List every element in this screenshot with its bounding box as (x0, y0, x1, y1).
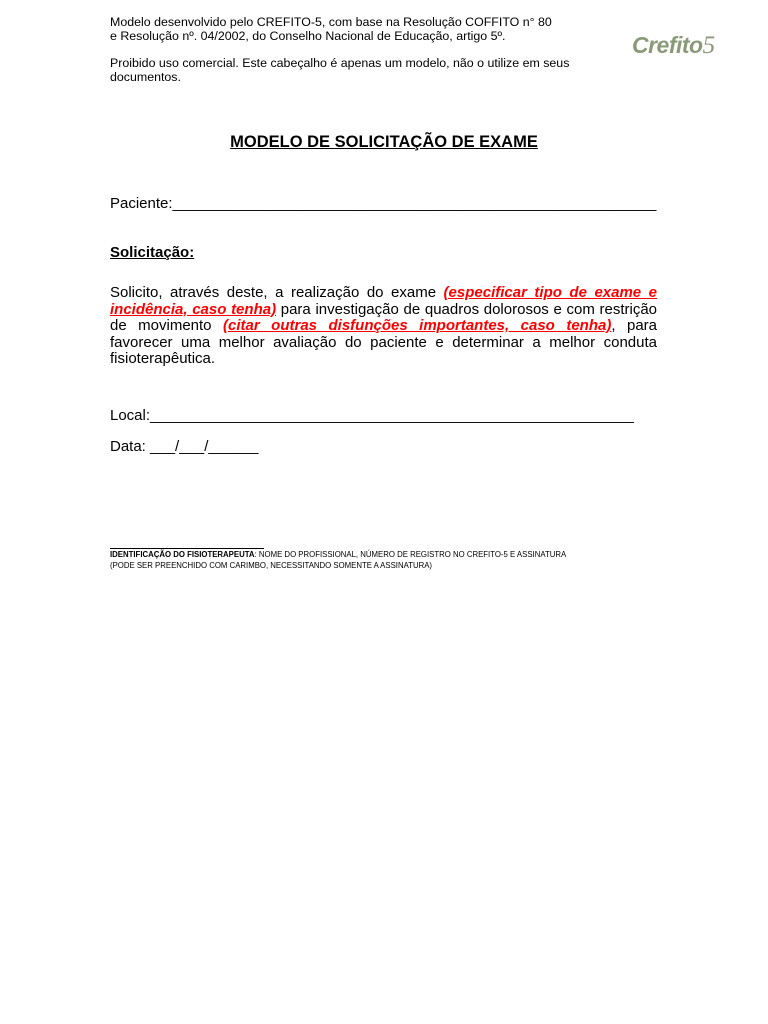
signature-label-bold: IDENTIFICAÇÃO DO FISIOTERAPEUTA (110, 550, 255, 559)
document-title: MODELO DE SOLICITAÇÃO DE EXAME (230, 133, 538, 151)
dysfunctions-placeholder: (citar outras disfunções importantes, caso tenha) (223, 317, 612, 335)
header-line-3: Proibido uso comercial. Este cabeçalho é apenas um modelo, não o utilize em seus (110, 56, 570, 71)
document-header (110, 16, 610, 84)
header-line-4: documentos. (110, 69, 181, 84)
signature-identification (110, 550, 566, 561)
body-text-2: para investigação de quadros dolorosos e com restrição de movimento (110, 300, 658, 335)
solicitacao-label: Solicitação: (110, 244, 195, 261)
header-line-2: e Resolução nº. 04/2002, do Conselho Nacional de Educação, artigo 5º. (110, 28, 506, 43)
signature-note: (PODE SER PREENCHIDO COM CARIMBO, NECESSITANDO SOMENTE A ASSINATURA) (110, 560, 433, 570)
logo-word: Crefito (632, 32, 703, 58)
body-text-3: , para favorecer uma melhor avaliação do paciente e determinar a melhor conduta fisioterapêutica. (110, 317, 657, 368)
signature-line (110, 548, 264, 549)
signature-label-rest: : NOME DO PROFISSIONAL, NÚMERO DE REGISTRO NO CREFITO-5 E ASSINATURA (254, 550, 567, 559)
logo-number: 5 (702, 32, 715, 59)
header-line-1: Modelo desenvolvido pelo CREFITO-5, com base na Resolução COFFITO n° 80 (110, 15, 552, 29)
local-field: Local:__________________________________________________________ (110, 407, 634, 424)
crefito-logo (632, 32, 715, 60)
header-gap (110, 43, 610, 57)
body-text-1: Solicito, através deste, a realização do exame (110, 284, 444, 301)
paciente-field: Paciente:__________________________________________________________ (110, 195, 657, 212)
request-paragraph (110, 285, 657, 368)
data-field: Data: ___/___/______ (110, 438, 259, 455)
signature-caption (110, 550, 566, 571)
exam-type-placeholder: (especificar tipo de exame e incidência, caso tenha) (110, 284, 657, 318)
